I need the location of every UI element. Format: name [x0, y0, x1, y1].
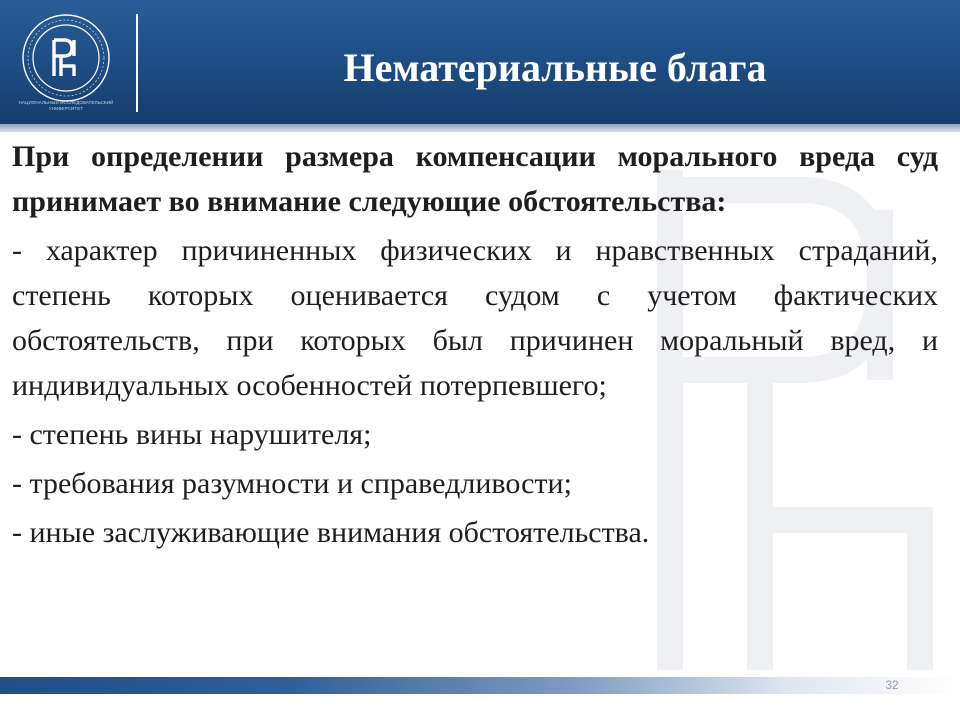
footer-bar	[0, 677, 960, 694]
header-shadow	[0, 124, 960, 132]
list-item: - характер причиненных физических и нравственных страданий, степень которых оценивается судом с учетом фактических обстоятельств, при которых был причинен моральный вред, и индивидуальных особенностей потерпевшего;	[12, 234, 938, 402]
header-divider	[136, 14, 138, 112]
slide-header	[0, 0, 960, 124]
lead-paragraph: При определении размера компенсации морального вреда суд принимает во внимание следующие обстоятельства:	[12, 140, 938, 218]
list-item: - требования разумности и справедливости;	[12, 467, 572, 500]
slide-body	[12, 134, 938, 555]
page-title: Нематериальные блага	[343, 45, 767, 90]
hse-logo-icon	[16, 12, 116, 108]
list-item: - степень вины нарушителя;	[12, 418, 372, 451]
page-number: 32	[885, 678, 899, 692]
list-item: - иные заслуживающие внимания обстоятельства.	[12, 516, 650, 549]
logo-caption: НАЦИОНАЛЬНЫЙ ИССЛЕДОВАТЕЛЬСКИЙ УНИВЕРСИТЕТ	[18, 100, 114, 111]
